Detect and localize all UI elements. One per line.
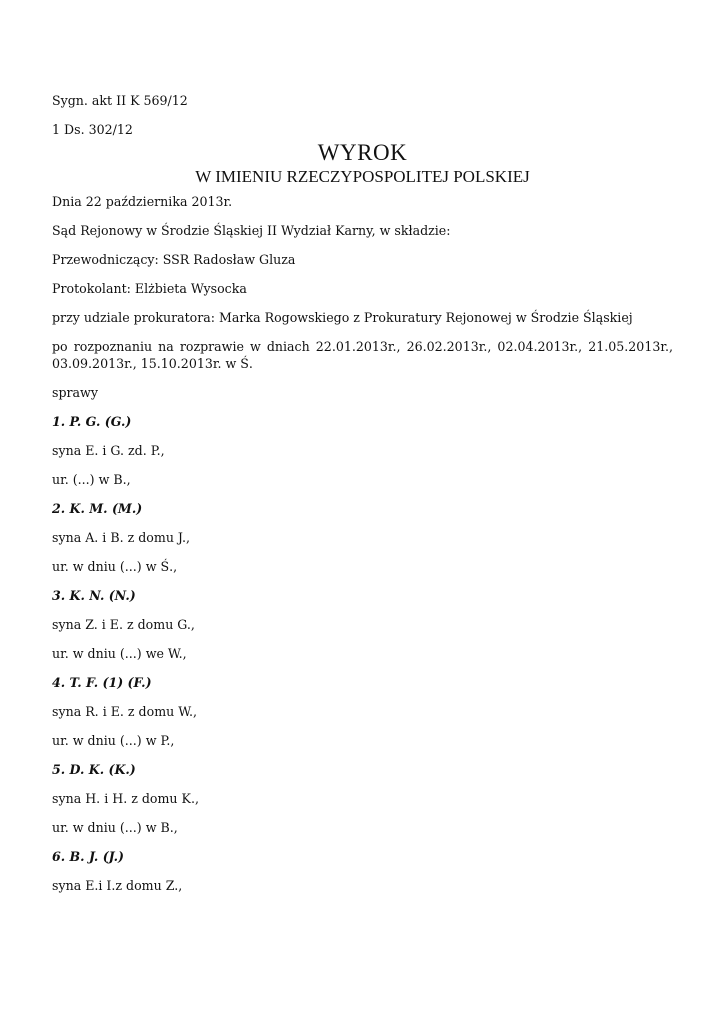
judgment-date: Dnia 22 października 2013r. bbox=[52, 194, 233, 209]
defendant-parents: syna E. i G. zd. P., bbox=[52, 443, 165, 458]
presiding-judge: Przewodniczący: SSR Radosław Gluza bbox=[52, 252, 296, 267]
defendant-name: 2. K. M. (M.) bbox=[52, 501, 143, 516]
hearing-dates: po rozpoznaniu na rozprawie w dniach 22.01.2013r., 26.02.2013r., 02.04.2013r., 21.05.2013r., 03.09.2013r., 15.10.2013r. w Ś. bbox=[52, 339, 673, 371]
case-signature: Sygn. akt II K 569/12 bbox=[52, 93, 188, 108]
defendant-parents: syna H. i H. z domu K., bbox=[52, 791, 199, 806]
defendant-birth: ur. (...) w B., bbox=[52, 472, 131, 487]
defendant-name: 1. P. G. (G.) bbox=[52, 414, 132, 429]
court-clerk: Protokolant: Elżbieta Wysocka bbox=[52, 281, 247, 296]
defendant-name: 3. K. N. (N.) bbox=[52, 588, 136, 603]
defendant-name: 5. D. K. (K.) bbox=[52, 762, 136, 777]
court-composition: Sąd Rejonowy w Środzie Śląskiej II Wydział Karny, w składzie: bbox=[52, 223, 451, 238]
defendant-name: 4. T. F. (1) (F.) bbox=[52, 675, 152, 690]
prosecutor: przy udziale prokuratora: Marka Rogowskiego z Prokuratury Rejonowej w Środzie Śląskiej bbox=[52, 310, 633, 325]
defendant-birth: ur. w dniu (...) w B., bbox=[52, 820, 178, 835]
defendant-birth: ur. w dniu (...) w Ś., bbox=[52, 559, 178, 574]
defendant-birth: ur. w dniu (...) w P., bbox=[52, 733, 175, 748]
ds-number: 1 Ds. 302/12 bbox=[52, 122, 133, 137]
document-title: WYROK bbox=[317, 140, 408, 165]
defendant-birth: ur. w dniu (...) we W., bbox=[52, 646, 187, 661]
defendant-parents: syna A. i B. z domu J., bbox=[52, 530, 191, 545]
defendant-name: 6. B. J. (J.) bbox=[52, 849, 124, 864]
case-label: sprawy bbox=[52, 385, 98, 400]
defendant-parents: syna E.i I.z domu Z., bbox=[52, 878, 183, 893]
defendant-parents: syna R. i E. z domu W., bbox=[52, 704, 198, 719]
defendant-parents: syna Z. i E. z domu G., bbox=[52, 617, 195, 632]
document-subtitle: W IMIENIU RZECZYPOSPOLITEJ POLSKIEJ bbox=[195, 167, 530, 186]
